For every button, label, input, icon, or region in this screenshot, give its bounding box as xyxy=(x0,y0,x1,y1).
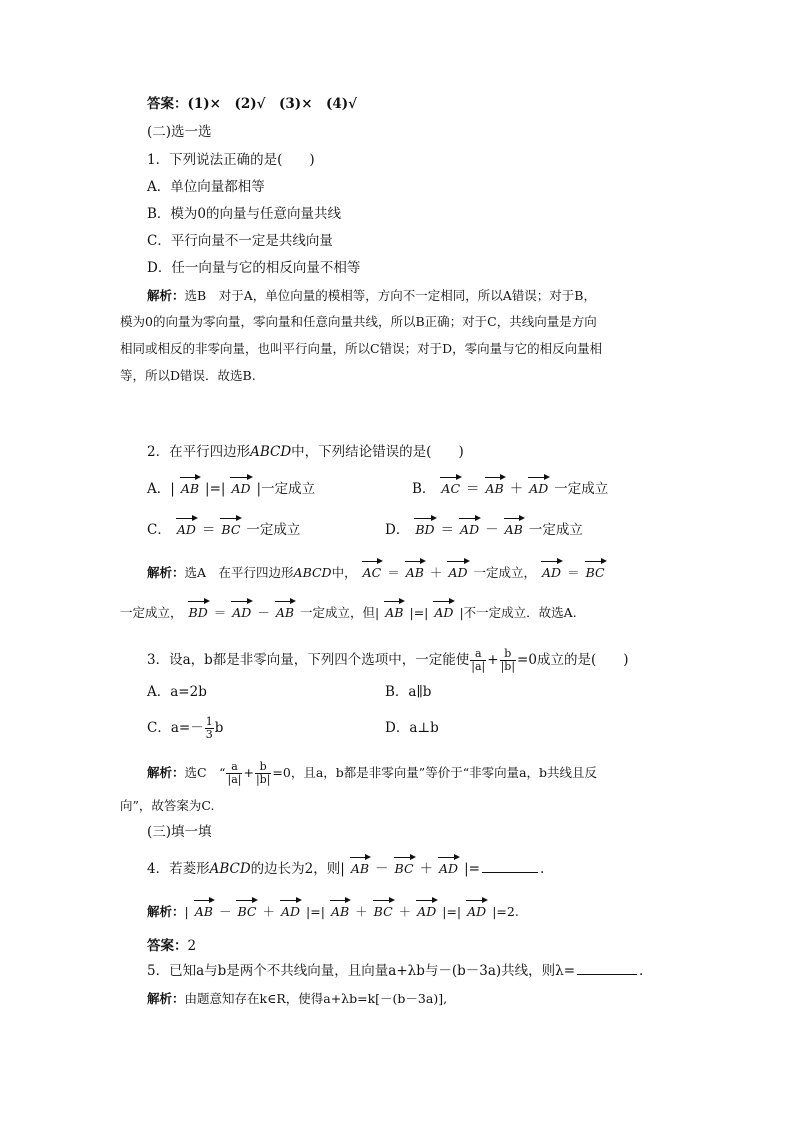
q5-stem: 5．已知a与b是两个不共线向量，且向量a+λb与－(b－3a)共线，则λ= . xyxy=(147,963,644,979)
q1-solution-line-2: 模为0的向量为零向量，零向量和任意向量共线，所以B正确；对于C，共线向量是方向 xyxy=(120,314,597,329)
vector-bd: BD xyxy=(415,522,435,537)
answer-line xyxy=(147,95,357,113)
q3-solution-line-2: 向”，故答案为C. xyxy=(120,798,215,813)
q5-answer-blank xyxy=(577,962,637,975)
section-heading-choose: (二)选一选 xyxy=(147,124,212,140)
q2-option-a: A．| AB |=| AD |一定成立 xyxy=(147,481,316,497)
q4-answer: 答案：2 xyxy=(147,938,197,954)
q1-stem: 1．下列说法正确的是( ) xyxy=(147,152,315,168)
section-heading-fill: (三)填一填 xyxy=(147,824,212,840)
q3-solution-line-1: 解析：选C “ $\frac{a}{|a|}$ + $\frac{b}{|b|}$ =0，且a，b都是非零向量”等价于“非零向量a，b共线且反 xyxy=(147,760,598,786)
q3-option-d: D．a⊥b xyxy=(385,720,439,736)
q2-stem: 2．在平行四边形ABCD中，下列结论错误的是( ) xyxy=(147,444,464,460)
vector-ad: AD xyxy=(176,522,196,537)
q3-option-b: B．a∥b xyxy=(385,684,432,700)
answer-label: 答案： xyxy=(147,96,188,112)
q3-option-c: C．a=－ $\frac{1}{3}$ b xyxy=(147,715,224,741)
q5-solution: 解析：由题意知存在k∈R，使得a+λb=k[－(b－3a)], xyxy=(147,991,448,1006)
q1-solution-label: 解析： xyxy=(147,288,185,303)
q1-solution-line-1: 解析：选B 对于A，单位向量的模相等，方向不一定相同，所以A错误；对于B， xyxy=(147,288,596,303)
q2-solution-line-2: 一定成立， BD ＝ AD － AB 一定成立，但| AB |=| AD |不一定成立．故选A. xyxy=(120,605,577,620)
q1-option-d: D．任一向量与它的相反向量不相等 xyxy=(147,260,361,276)
q3-stem: 3．设a，b都是非零向量，下列四个选项中，一定能使 $\frac{a}{|a|}$ + $\frac{b}{|b|}$ =0成立的是( ) xyxy=(147,647,629,673)
q1-option-c: C．平行向量不一定是共线向量 xyxy=(147,233,333,249)
vector-ad: AD xyxy=(231,481,251,496)
q1-solution-line-4: 等，所以D错误．故选B. xyxy=(120,368,256,383)
q4-answer-blank xyxy=(482,860,538,873)
vector-bc: BC xyxy=(221,522,241,537)
vector-ad: AD xyxy=(460,522,480,537)
q4-stem: 4．若菱形ABCD的边长为2，则| AB － BC ＋ AD |= . xyxy=(147,861,545,877)
q1-option-a: A．单位向量都相等 xyxy=(147,179,265,195)
vector-ac: AC xyxy=(441,481,461,496)
vector-ab: AB xyxy=(180,481,200,496)
answer-text: (1)× (2)√ (3)× (4)√ xyxy=(187,96,358,112)
q4-solution: 解析：| AB － BC ＋ AD |=| AB ＋ BC ＋ AD |=| AD |=2. xyxy=(147,904,519,919)
q2-option-d: D． BD ＝ AD － AB 一定成立 xyxy=(385,522,583,538)
q2-option-c: C． AD ＝ BC 一定成立 xyxy=(147,522,301,538)
vector-ab: AB xyxy=(485,481,504,496)
q1-option-b: B．模为0的向量与任意向量共线 xyxy=(147,206,342,222)
vector-ad: AD xyxy=(529,481,549,496)
q1-solution-line-3: 相同或相反的非零向量，也叫平行向量，所以C错误；对于D，零向量与它的相反向量相 xyxy=(120,341,603,356)
q3-option-a: A．a=2b xyxy=(147,684,207,700)
q2-solution-line-1: 解析：选A 在平行四边形ABCD中， AC ＝ AB ＋ AD 一定成立， AD ＝ BC xyxy=(147,565,605,580)
vector-ab: AB xyxy=(504,522,523,537)
q2-option-b: B． AC ＝ AB ＋ AD 一定成立 xyxy=(412,481,609,497)
